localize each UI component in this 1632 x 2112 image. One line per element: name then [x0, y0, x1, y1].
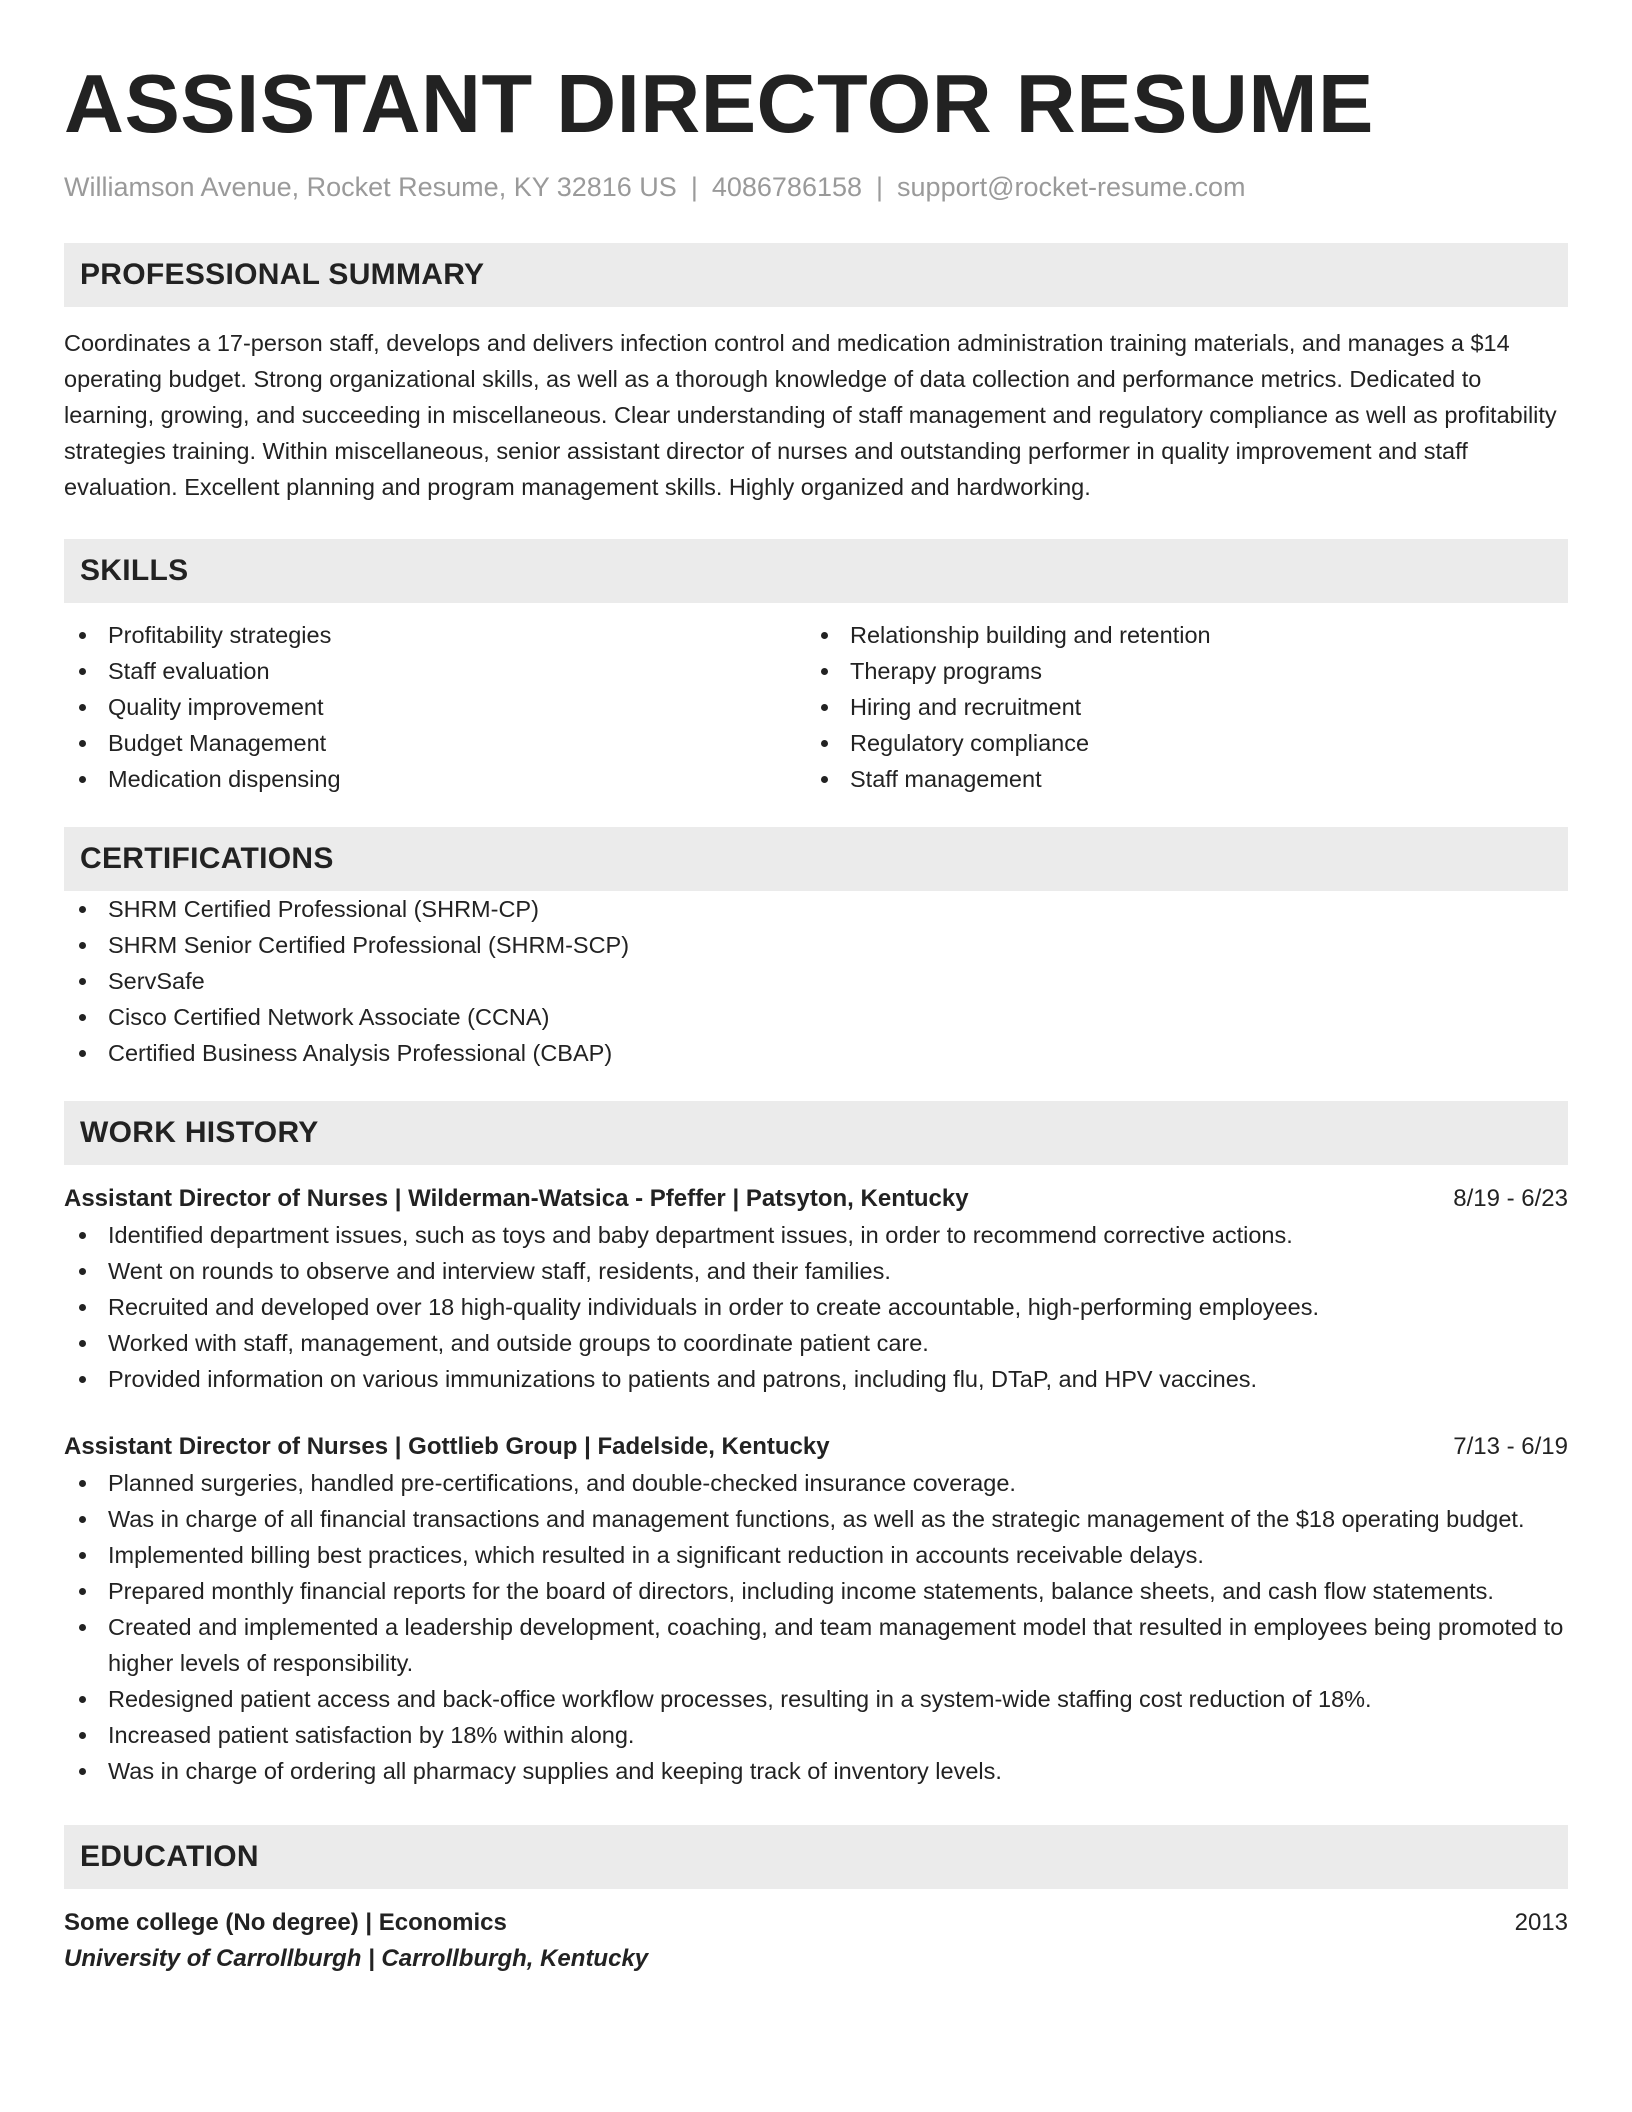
job-bullet: Worked with staff, management, and outside groups to coordinate patient care. — [64, 1325, 1568, 1361]
job-bullet: Created and implemented a leadership development, coaching, and team management model that resulted in employees being promoted to higher levels of responsibility. — [64, 1609, 1568, 1681]
job-title: Assistant Director of Nurses | Wilderman-Watsica - Pfeffer | Patsyton, Kentucky — [64, 1185, 969, 1212]
work-history-heading: WORK HISTORY — [64, 1101, 1568, 1165]
contact-separator: | — [876, 172, 884, 202]
education-entry — [64, 1905, 1568, 1977]
job-bullet: Increased patient satisfaction by 18% within along. — [64, 1717, 1568, 1753]
resume-title: ASSISTANT DIRECTOR RESUME — [64, 57, 1374, 150]
job-bullet: Was in charge of ordering all pharmacy supplies and keeping track of inventory levels. — [64, 1753, 1568, 1789]
job-bullet: Redesigned patient access and back-office workflow processes, resulting in a system-wide staffing cost reduction of 18%. — [64, 1681, 1568, 1717]
skill-item: Quality improvement — [64, 689, 806, 725]
certification-item: ServSafe — [64, 963, 1568, 999]
job-bullets — [64, 1217, 1568, 1397]
skill-item: Budget Management — [64, 725, 806, 761]
skill-item: Regulatory compliance — [806, 725, 1548, 761]
skill-item: Hiring and recruitment — [806, 689, 1548, 725]
education-degree: Some college (No degree) | Economics — [64, 1909, 507, 1936]
certifications-list — [64, 891, 1568, 1071]
job-bullet: Prepared monthly financial reports for the board of directors, including income statements, balance sheets, and cash flow statements. — [64, 1573, 1568, 1609]
job-dates: 8/19 - 6/23 — [1453, 1185, 1568, 1212]
certification-item: Certified Business Analysis Professional (CBAP) — [64, 1035, 1568, 1071]
education-heading: EDUCATION — [64, 1825, 1568, 1889]
certification-item: Cisco Certified Network Associate (CCNA) — [64, 999, 1568, 1035]
job-bullet: Was in charge of all financial transactions and management functions, as well as the strategic management of the $18 operating budget. — [64, 1501, 1568, 1537]
education-year: 2013 — [1514, 1909, 1568, 1936]
certification-item: SHRM Certified Professional (SHRM-CP) — [64, 891, 1568, 927]
skill-item: Therapy programs — [806, 653, 1548, 689]
job-header — [64, 1181, 1568, 1217]
job-dates: 7/13 - 6/19 — [1453, 1433, 1568, 1460]
contact-phone: 4086786158 — [711, 172, 863, 202]
skill-item: Staff management — [806, 761, 1548, 797]
job-header — [64, 1429, 1568, 1465]
job-title: Assistant Director of Nurses | Gottlieb Group | Fadelside, Kentucky — [64, 1433, 830, 1460]
skills-heading: SKILLS — [64, 539, 1568, 603]
skill-item: Medication dispensing — [64, 761, 806, 797]
job-bullet: Went on rounds to observe and interview staff, residents, and their families. — [64, 1253, 1568, 1289]
summary-heading: PROFESSIONAL SUMMARY — [64, 243, 1568, 307]
contact-line — [64, 170, 1568, 204]
skills-right-column — [806, 617, 1548, 797]
job-bullet: Planned surgeries, handled pre-certifications, and double-checked insurance coverage. — [64, 1465, 1568, 1501]
summary-text: Coordinates a 17-person staff, develops and delivers infection control and medication administration training materials, and manages a $14 operating budget. Strong organizational skills, as well as a thorough knowledge of data collection and performance metrics. Dedicated to learning, growing, and succeeding in miscellaneous. Clear understanding of staff management and regulatory compliance as well as profitability strategies training. Within miscellaneous, senior assistant director of nurses and outstanding performer in quality improvement and staff evaluation. Excellent planning and program management skills. Highly organized and hardworking. — [64, 330, 1557, 500]
job-entry — [64, 1429, 1568, 1789]
job-bullet: Identified department issues, such as toys and baby department issues, in order to recommend corrective actions. — [64, 1217, 1568, 1253]
certification-item: SHRM Senior Certified Professional (SHRM-SCP) — [64, 927, 1568, 963]
contact-address: Williamson Avenue, Rocket Resume, KY 32816 US — [64, 172, 677, 202]
skill-item: Profitability strategies — [64, 617, 806, 653]
skills-left-column — [64, 617, 806, 797]
job-entry — [64, 1181, 1568, 1397]
skill-item: Staff evaluation — [64, 653, 806, 689]
skill-item: Relationship building and retention — [806, 617, 1548, 653]
job-bullets — [64, 1465, 1568, 1789]
contact-email: support@rocket-resume.com — [897, 172, 1246, 202]
certifications-heading: CERTIFICATIONS — [64, 827, 1568, 891]
skills-list — [64, 617, 1568, 797]
job-bullet: Recruited and developed over 18 high-quality individuals in order to create accountable, high-performing employees. — [64, 1289, 1568, 1325]
job-bullet: Implemented billing best practices, which resulted in a significant reduction in accounts receivable delays. — [64, 1537, 1568, 1573]
education-school: University of Carrollburgh | Carrollburgh, Kentucky — [64, 1945, 649, 1972]
education-header — [64, 1905, 1568, 1941]
contact-separator: | — [690, 172, 698, 202]
job-bullet: Provided information on various immunizations to patients and patrons, including flu, DTaP, and HPV vaccines. — [64, 1361, 1568, 1397]
